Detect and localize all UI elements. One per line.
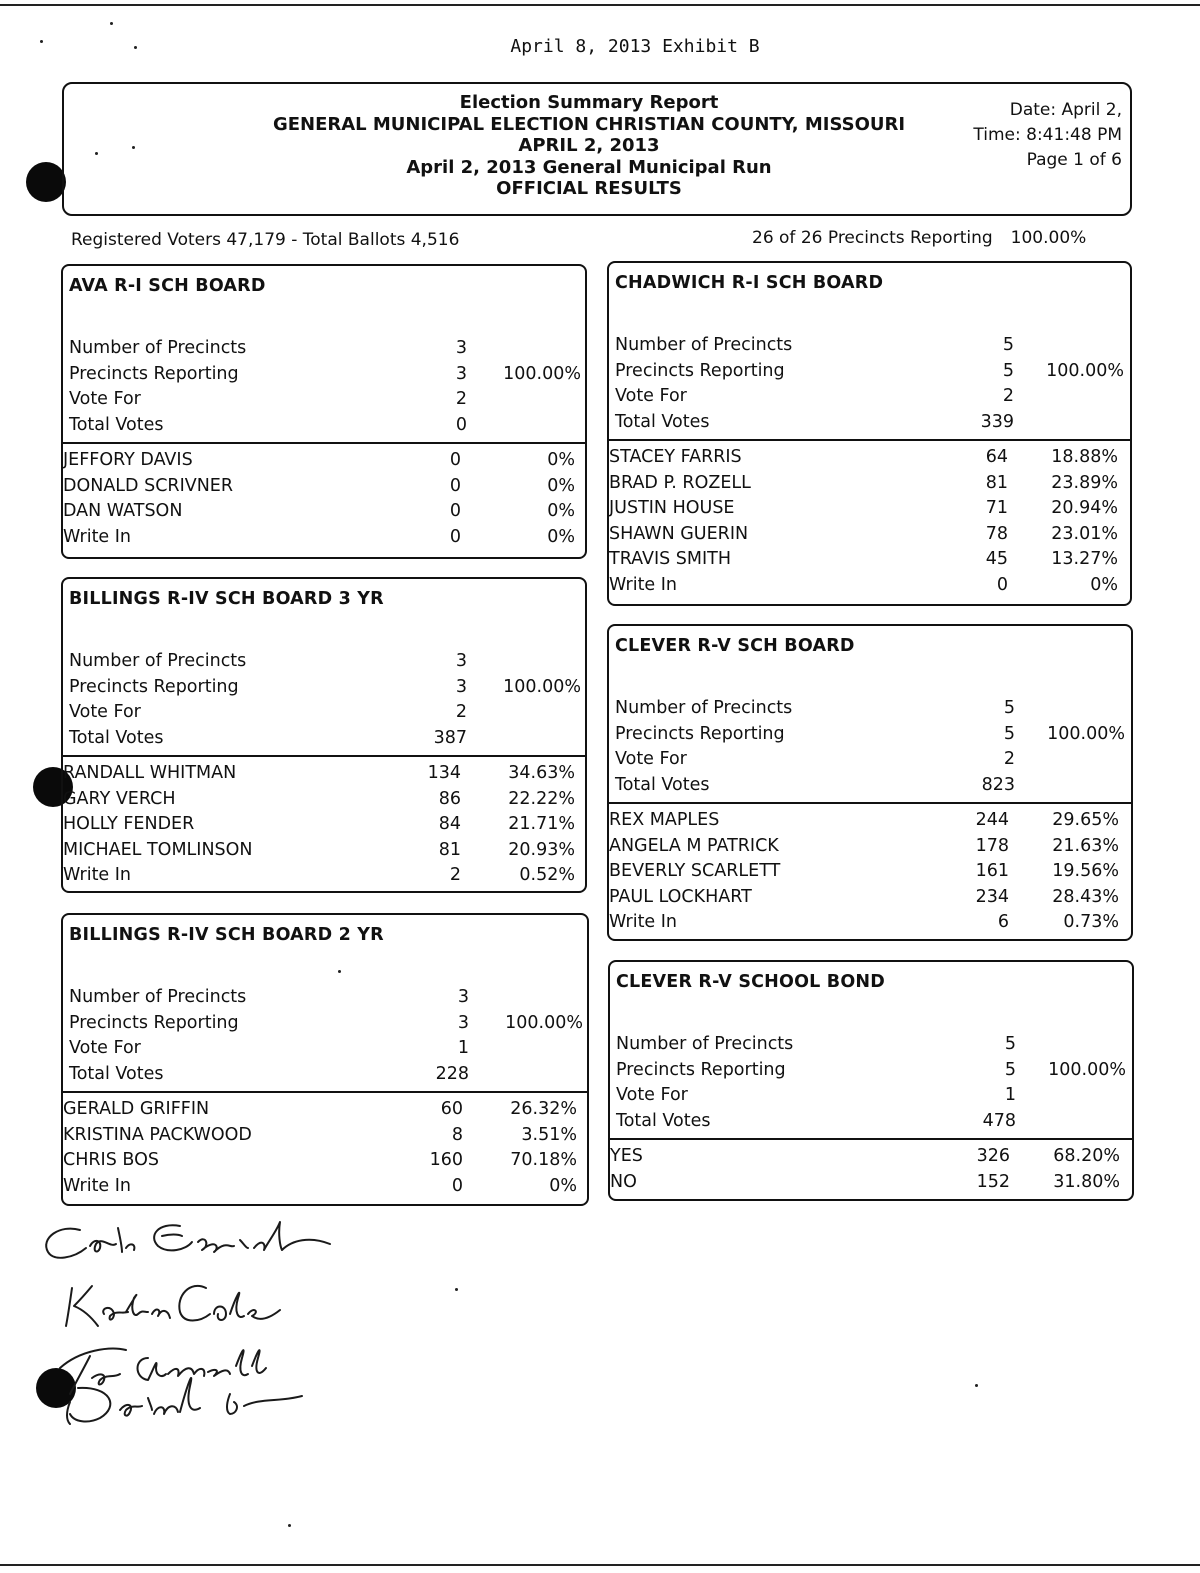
candidate-votes: 160 — [429, 1150, 463, 1170]
stat-value: 478 — [982, 1110, 1016, 1131]
stat-label: Vote For — [615, 749, 687, 769]
stat-label: Precincts Reporting — [615, 723, 785, 744]
candidate-list — [609, 445, 1130, 598]
stat-value: 228 — [435, 1063, 469, 1084]
stat-percent: 100.00% — [1046, 360, 1124, 381]
stat-value: 3 — [455, 338, 467, 358]
stat-value: 1 — [1004, 1085, 1016, 1105]
stat-label: Total Votes — [616, 1110, 711, 1131]
candidate-votes: 134 — [427, 763, 461, 783]
candidate-percent: 3.51% — [521, 1124, 577, 1145]
candidate-percent: 18.88% — [1051, 447, 1118, 467]
contest-divider — [63, 1091, 587, 1093]
candidate-percent: 0% — [547, 475, 575, 496]
stat-percent: 100.00% — [503, 363, 581, 384]
candidate-name: Write In — [609, 912, 678, 932]
stat-row — [615, 333, 1130, 359]
candidate-name: KRISTINA PACKWOOD — [63, 1124, 252, 1145]
stat-row — [615, 696, 1131, 722]
contest-title: CLEVER R-V SCH BOARD — [615, 636, 855, 656]
candidate-name: GERALD GRIFFIN — [63, 1099, 210, 1119]
candidate-percent: 0.73% — [1063, 912, 1119, 932]
stat-label: Precincts Reporting — [615, 360, 785, 381]
candidate-percent: 0% — [549, 1175, 577, 1196]
candidate-name: NO — [610, 1171, 637, 1192]
contest-title: BILLINGS R-IV SCH BOARD 2 YR — [69, 925, 384, 945]
stat-label: Number of Precincts — [615, 698, 793, 718]
contest-stats — [69, 985, 587, 1087]
stat-row — [615, 747, 1131, 773]
stat-value: 3 — [455, 676, 467, 697]
candidate-votes: 161 — [975, 861, 1009, 881]
stat-row — [69, 413, 585, 439]
report-page: Page 1 of 6 — [1026, 150, 1122, 170]
stat-value: 3 — [457, 1012, 469, 1033]
stat-label: Total Votes — [69, 727, 164, 748]
report-title-line: OFFICIAL RESULTS — [496, 178, 682, 199]
candidate-row — [63, 474, 585, 500]
contest-box — [608, 960, 1134, 1201]
stat-percent: 100.00% — [503, 676, 581, 697]
contest-box — [61, 577, 587, 893]
candidate-percent: 0% — [1090, 574, 1118, 595]
candidate-name: REX MAPLES — [609, 810, 720, 830]
contest-title: AVA R-I SCH BOARD — [69, 276, 266, 296]
contest-box — [61, 913, 589, 1206]
stat-label: Precincts Reporting — [69, 1012, 239, 1033]
candidate-percent: 13.27% — [1051, 549, 1118, 569]
candidate-votes: 8 — [451, 1124, 463, 1145]
candidate-row — [609, 834, 1131, 860]
candidate-name: Write In — [609, 574, 678, 595]
bottom-edge-line — [0, 1564, 1200, 1566]
candidate-votes: 81 — [985, 472, 1008, 493]
candidate-name: STACEY FARRIS — [609, 447, 742, 467]
signatures-image — [30, 1218, 350, 1428]
candidate-list — [63, 1097, 587, 1199]
scan-speck — [288, 1524, 291, 1527]
candidate-row — [609, 910, 1131, 936]
candidate-row — [609, 522, 1130, 548]
candidate-votes: 152 — [976, 1171, 1010, 1192]
stat-value: 339 — [980, 411, 1014, 432]
stat-row — [69, 700, 585, 726]
candidate-percent: 23.01% — [1051, 523, 1118, 544]
stat-row — [69, 387, 585, 413]
stat-value: 5 — [1004, 1059, 1016, 1080]
candidate-votes: 0 — [996, 574, 1008, 595]
candidate-votes: 0 — [449, 526, 461, 547]
candidate-name: PAUL LOCKHART — [609, 886, 752, 907]
scan-speck — [975, 1384, 978, 1387]
contest-stats — [69, 649, 585, 751]
stat-label: Number of Precincts — [615, 335, 793, 355]
stat-label: Number of Precincts — [69, 338, 247, 358]
candidate-list — [63, 761, 585, 889]
stat-label: Total Votes — [615, 774, 710, 795]
candidate-votes: 326 — [976, 1146, 1010, 1166]
candidate-name: ANGELA M PATRICK — [609, 835, 779, 856]
precincts-summary-text: 26 of 26 Precincts Reporting — [752, 228, 993, 248]
hole-punch — [26, 162, 66, 202]
candidate-votes: 71 — [985, 498, 1008, 518]
candidate-votes: 64 — [985, 447, 1008, 467]
candidate-row — [63, 1148, 587, 1174]
candidate-percent: 70.18% — [510, 1150, 577, 1170]
stat-value: 5 — [1003, 698, 1015, 718]
contest-title: CHADWICH R-I SCH BOARD — [615, 273, 884, 293]
candidate-votes: 234 — [975, 886, 1009, 907]
contest-stats — [615, 696, 1131, 798]
contest-stats — [615, 333, 1130, 435]
stat-percent: 100.00% — [1047, 723, 1125, 744]
stat-value: 2 — [1002, 386, 1014, 406]
scan-speck — [455, 1288, 458, 1291]
candidate-percent: 21.71% — [508, 814, 575, 834]
candidate-percent: 21.63% — [1052, 835, 1119, 856]
candidate-row — [609, 859, 1131, 885]
candidate-row — [609, 471, 1130, 497]
stat-value: 1 — [457, 1038, 469, 1058]
candidate-votes: 45 — [985, 549, 1008, 569]
stat-value: 5 — [1002, 335, 1014, 355]
candidate-row — [63, 525, 585, 551]
stat-row — [69, 362, 585, 388]
contest-divider — [63, 442, 585, 444]
contest-divider — [609, 439, 1130, 441]
candidate-name: DONALD SCRIVNER — [63, 475, 234, 496]
candidate-votes: 244 — [975, 810, 1009, 830]
candidate-percent: 22.22% — [508, 788, 575, 809]
stat-row — [69, 1036, 587, 1062]
stat-label: Number of Precincts — [616, 1034, 794, 1054]
contest-divider — [63, 755, 585, 757]
stat-value: 5 — [1004, 1034, 1016, 1054]
stat-label: Vote For — [615, 386, 687, 406]
stat-label: Precincts Reporting — [69, 676, 239, 697]
candidate-percent: 29.65% — [1052, 810, 1119, 830]
stat-label: Total Votes — [69, 1063, 164, 1084]
stat-label: Total Votes — [69, 414, 164, 435]
report-title-line: Election Summary Report — [459, 92, 719, 113]
candidate-row — [63, 863, 585, 889]
candidate-name: SHAWN GUERIN — [609, 523, 749, 544]
candidate-votes: 0 — [449, 501, 461, 521]
stat-row — [615, 359, 1130, 385]
stat-value: 2 — [1003, 749, 1015, 769]
candidate-row — [63, 1097, 587, 1123]
report-title-line: APRIL 2, 2013 — [518, 135, 660, 156]
candidate-row — [63, 761, 585, 787]
stat-row — [615, 773, 1131, 799]
stat-value: 5 — [1002, 360, 1014, 381]
stat-row — [69, 1062, 587, 1088]
candidate-list — [609, 808, 1131, 936]
report-header-title — [234, 92, 944, 200]
report-time: Time: 8:41:48 PM — [973, 125, 1122, 145]
candidate-votes: 178 — [975, 835, 1009, 856]
candidate-name: CHRIS BOS — [63, 1150, 159, 1170]
candidate-percent: 23.89% — [1051, 472, 1118, 493]
candidate-list — [63, 448, 585, 550]
candidate-name: HOLLY FENDER — [63, 814, 195, 834]
candidate-votes: 0 — [449, 475, 461, 496]
contest-stats — [616, 1032, 1132, 1134]
precincts-summary — [752, 228, 1086, 248]
candidate-percent: 26.32% — [510, 1099, 577, 1119]
candidate-name: RANDALL WHITMAN — [63, 763, 237, 783]
candidate-percent: 0.52% — [519, 865, 575, 885]
candidate-name: TRAVIS SMITH — [609, 549, 732, 569]
stat-row — [69, 336, 585, 362]
candidate-name: BEVERLY SCARLETT — [609, 861, 781, 881]
candidate-row — [609, 885, 1131, 911]
contest-divider — [610, 1138, 1132, 1140]
candidate-percent: 19.56% — [1052, 861, 1119, 881]
contest-box — [607, 624, 1133, 941]
candidate-name: Write In — [63, 1175, 132, 1196]
contest-box — [607, 261, 1132, 606]
candidate-row — [609, 808, 1131, 834]
candidate-row — [609, 496, 1130, 522]
stat-label: Vote For — [69, 702, 141, 722]
candidate-votes: 2 — [449, 865, 461, 885]
stat-value: 387 — [433, 727, 467, 748]
stat-percent: 100.00% — [1048, 1059, 1126, 1080]
stat-row — [69, 1011, 587, 1037]
stat-label: Total Votes — [615, 411, 710, 432]
candidate-percent: 0% — [547, 450, 575, 470]
candidate-votes: 84 — [438, 814, 461, 834]
candidate-row — [609, 547, 1130, 573]
candidate-row — [63, 1123, 587, 1149]
stat-value: 823 — [981, 774, 1015, 795]
candidate-name: JEFFORY DAVIS — [63, 450, 193, 470]
stat-label: Vote For — [616, 1085, 688, 1105]
candidate-name: JUSTIN HOUSE — [609, 498, 735, 518]
report-title-line: GENERAL MUNICIPAL ELECTION CHRISTIAN COUNTY, MISSOURI — [272, 113, 906, 135]
candidate-row — [609, 573, 1130, 599]
stat-row — [615, 410, 1130, 436]
scan-speck — [110, 22, 113, 25]
stat-row — [616, 1058, 1132, 1084]
candidate-votes: 0 — [449, 450, 461, 470]
stat-row — [69, 649, 585, 675]
candidate-percent: 68.20% — [1053, 1146, 1120, 1166]
candidate-row — [610, 1170, 1132, 1196]
stat-row — [69, 985, 587, 1011]
stat-value: 0 — [455, 414, 467, 435]
stat-label: Vote For — [69, 1038, 141, 1058]
candidate-votes: 78 — [985, 523, 1008, 544]
stat-percent: 100.00% — [505, 1012, 583, 1033]
candidate-row — [63, 812, 585, 838]
candidate-votes: 0 — [451, 1175, 463, 1196]
stat-label: Vote For — [69, 389, 141, 409]
stat-row — [69, 726, 585, 752]
report-title-line: April 2, 2013 General Municipal Run — [406, 156, 772, 178]
candidate-votes: 81 — [438, 839, 461, 860]
stat-row — [616, 1032, 1132, 1058]
candidate-percent: 20.93% — [508, 839, 575, 860]
candidate-percent: 0% — [547, 526, 575, 547]
candidate-votes: 60 — [440, 1099, 463, 1119]
contest-divider — [609, 802, 1131, 804]
contest-stats — [69, 336, 585, 438]
candidate-name: YES — [610, 1146, 643, 1166]
contest-box — [61, 264, 587, 559]
stat-value: 3 — [457, 987, 469, 1007]
stat-row — [616, 1083, 1132, 1109]
candidate-row — [63, 499, 585, 525]
stat-value: 3 — [455, 363, 467, 384]
candidate-row — [63, 787, 585, 813]
precincts-summary-pct: 100.00% — [1010, 228, 1087, 248]
contest-title: CLEVER R-V SCHOOL BOND — [616, 972, 885, 992]
stat-row — [616, 1109, 1132, 1135]
candidate-votes: 6 — [997, 912, 1009, 932]
stat-label: Number of Precincts — [69, 987, 247, 1007]
candidate-percent: 31.80% — [1053, 1171, 1120, 1192]
stat-row — [69, 675, 585, 701]
candidate-percent: 28.43% — [1052, 886, 1119, 907]
candidate-name: Write In — [63, 526, 132, 547]
report-meta — [973, 98, 1122, 173]
stat-value: 3 — [455, 651, 467, 671]
candidate-name: BRAD P. ROZELL — [609, 472, 751, 493]
top-edge-line — [0, 4, 1200, 6]
candidate-list — [610, 1144, 1132, 1195]
stat-value: 5 — [1003, 723, 1015, 744]
candidate-row — [63, 838, 585, 864]
stat-label: Precincts Reporting — [616, 1059, 786, 1080]
candidate-row — [63, 448, 585, 474]
candidate-votes: 86 — [438, 788, 461, 809]
stat-label: Precincts Reporting — [69, 363, 239, 384]
stat-label: Number of Precincts — [69, 651, 247, 671]
candidate-percent: 20.94% — [1051, 498, 1118, 518]
candidate-name: MICHAEL TOMLINSON — [63, 839, 253, 860]
stat-value: 2 — [455, 702, 467, 722]
report-date: Date: April 2, — [1009, 100, 1122, 120]
candidate-name: GARY VERCH — [63, 788, 176, 809]
stat-value: 2 — [455, 389, 467, 409]
candidate-row — [63, 1174, 587, 1200]
candidate-name: DAN WATSON — [63, 501, 183, 521]
candidate-name: Write In — [63, 865, 132, 885]
stat-row — [615, 384, 1130, 410]
voter-summary: Registered Voters 47,179 - Total Ballots 4,516 — [71, 230, 460, 250]
candidate-percent: 34.63% — [508, 763, 575, 783]
stat-row — [615, 722, 1131, 748]
candidate-percent: 0% — [547, 501, 575, 521]
exhibit-heading: April 8, 2013 Exhibit B — [510, 36, 760, 57]
report-header-box — [62, 82, 1132, 216]
candidate-row — [610, 1144, 1132, 1170]
candidate-row — [609, 445, 1130, 471]
contest-title: BILLINGS R-IV SCH BOARD 3 YR — [69, 589, 384, 609]
